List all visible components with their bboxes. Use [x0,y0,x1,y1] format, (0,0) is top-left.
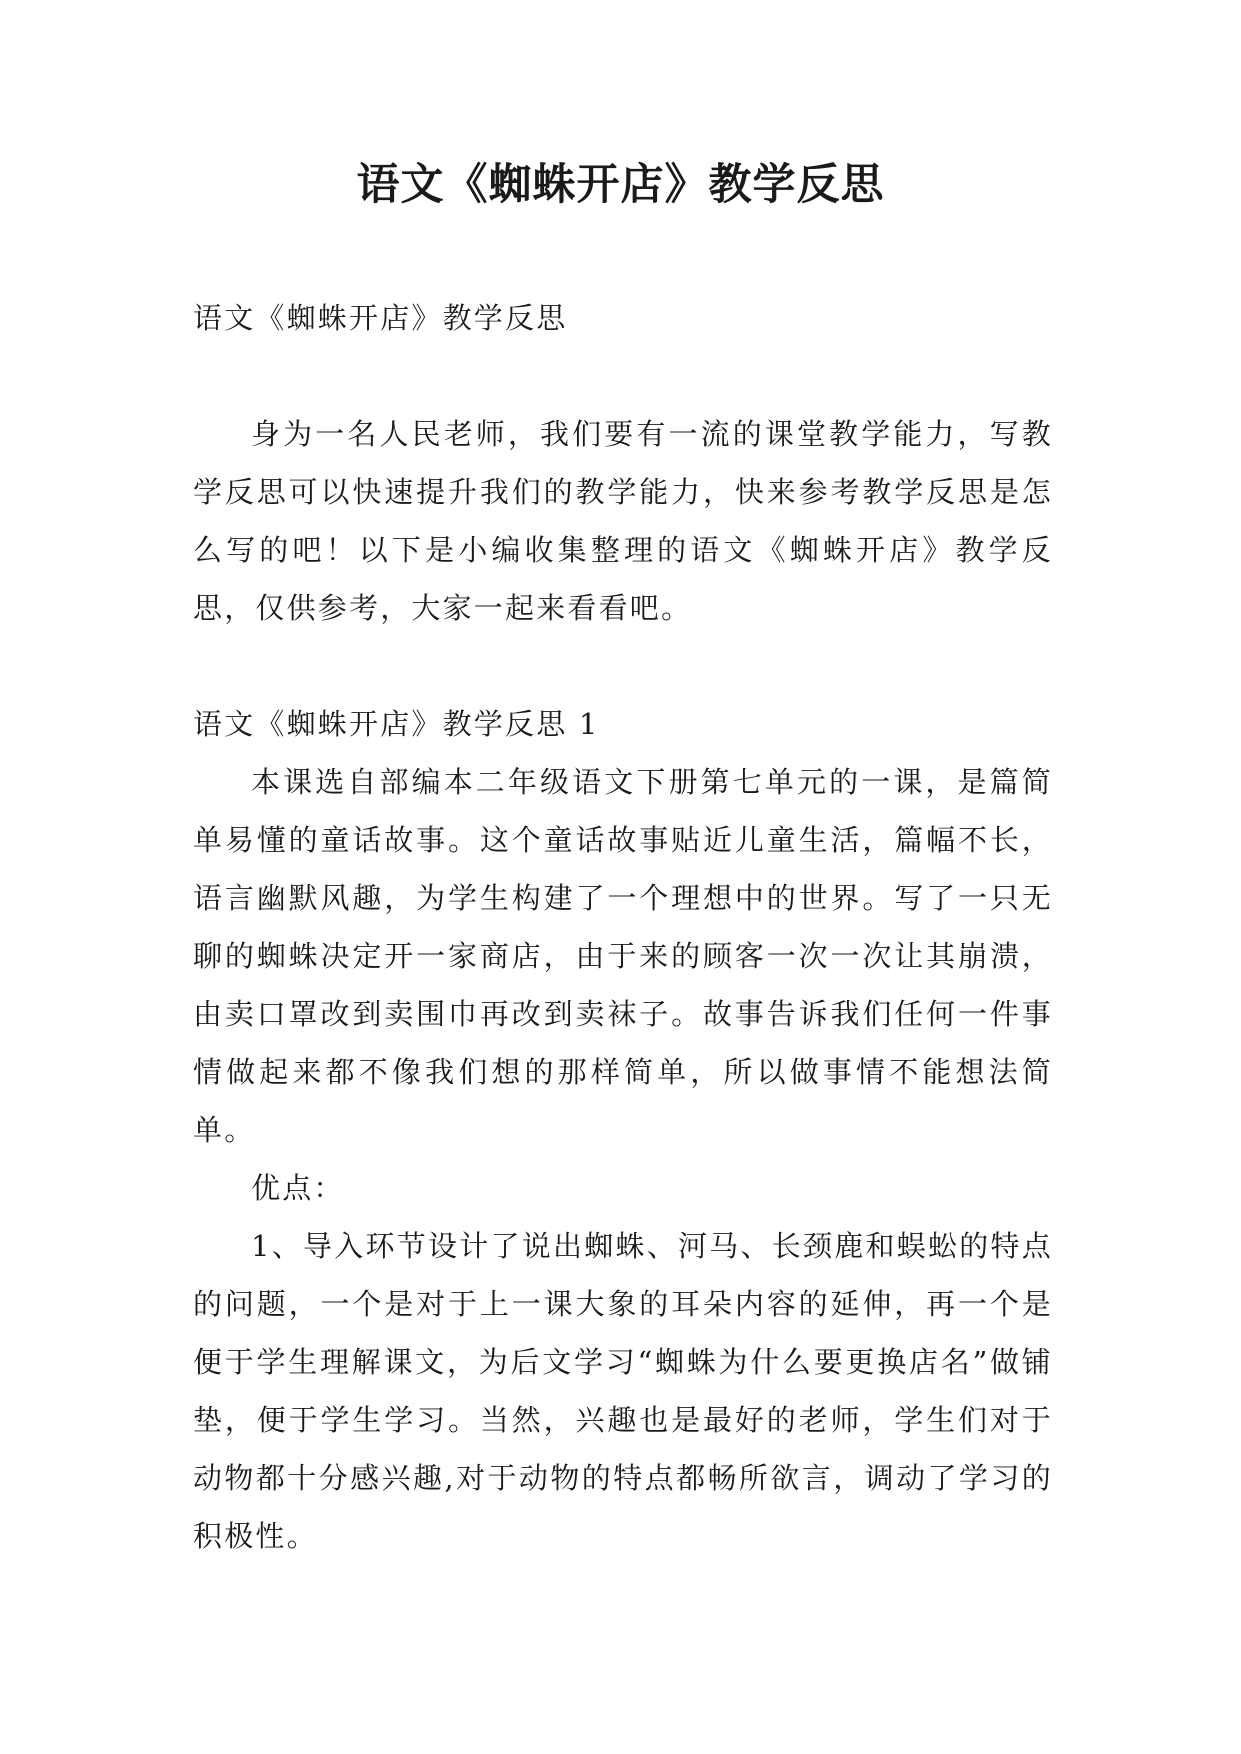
document-title: 语文《蜘蛛开店》教学反思 [356,160,885,210]
document-subtitle: 语文《蜘蛛开店》教学反思 [193,301,568,335]
document-body [193,289,1053,1565]
intro-paragraph: 身为一名人民老师，我们要有一流的课堂教学能力，写教学反思可以快速提升我们的教学能力，快来参考教学反思是怎么写的吧！以下是小编收集整理的语文《蜘蛛开店》教学反思，仅供参考，大家一起来看看吧。 [193,417,1053,625]
spacer [193,637,1053,695]
section-paragraph: 本课选自部编本二年级语文下册第七单元的一课，是篇简单易懂的童话故事。这个童话故事贴近儿童生活，篇幅不长，语言幽默风趣，为学生构建了一个理想中的世界。写了一只无聊的蜘蛛决定开一家商店，由于来的顾客一次一次让其崩溃，由卖口罩改到卖围巾再改到卖袜子。故事告诉我们任何一件事情做起来都不像我们想的那样简单，所以做事情不能想法简单。 [193,765,1053,1147]
section-heading: 语文《蜘蛛开店》教学反思 1 [193,707,600,741]
spacer [193,347,1053,405]
advantage-point: 1、导入环节设计了说出蜘蛛、河马、长颈鹿和蜈蚣的特点的问题，一个是对于上一课大象的耳朵内容的延伸，再一个是便于学生理解课文，为后文学习“蜘蛛为什么要更换店名”做铺垫，便于学生学习。当然，兴趣也是最好的老师，学生们对于动物都十分感兴趣,对于动物的特点都畅所欲言，调动了学习的积极性。 [193,1229,1053,1553]
advantages-label: 优点： [251,1171,345,1205]
